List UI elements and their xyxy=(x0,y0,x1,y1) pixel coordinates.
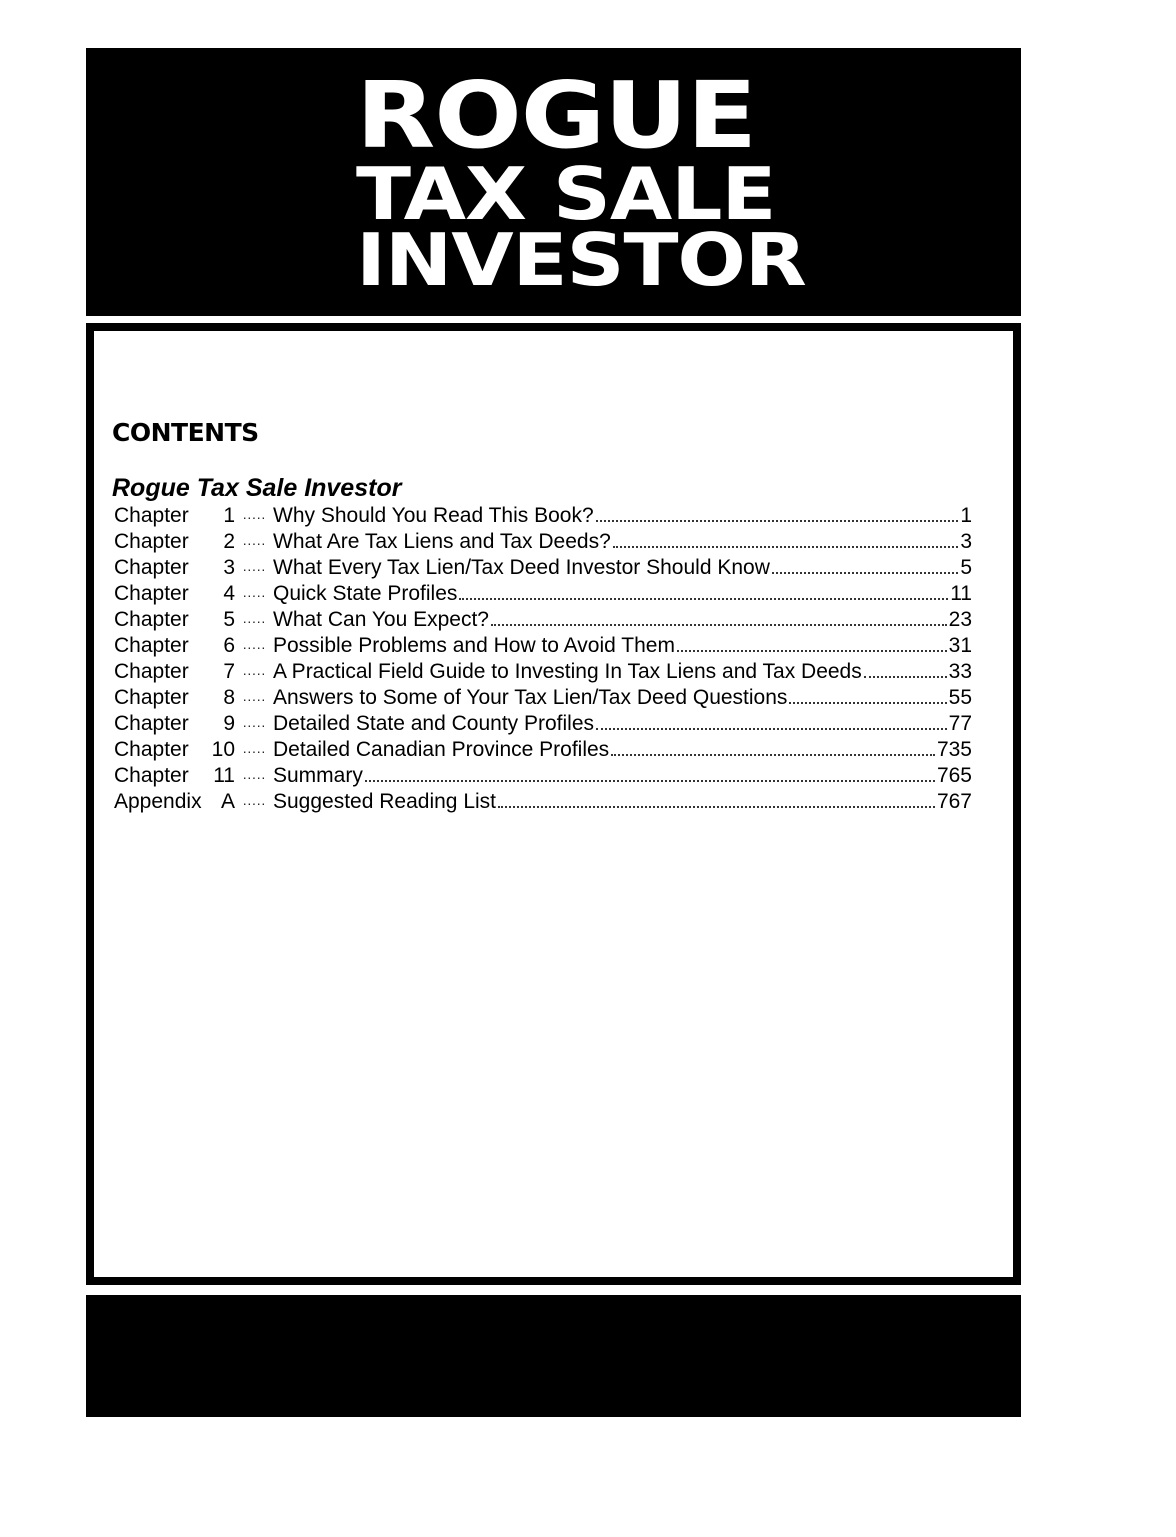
toc-entry-page: 765 xyxy=(936,764,972,787)
toc-entry-number: 10 xyxy=(211,738,235,761)
toc-entry-title: What Can You Expect? xyxy=(273,608,489,631)
toc-entry-label-word: Chapter xyxy=(114,764,189,787)
toc-entry-page: 11 xyxy=(950,582,972,605)
toc-leader-dots: ····· xyxy=(242,743,266,759)
toc-entry-page: 5 xyxy=(960,556,972,579)
toc-entry-page: 735 xyxy=(936,738,972,761)
toc-entry xyxy=(114,556,972,582)
toc-entry-number: 3 xyxy=(223,556,235,579)
table-of-contents xyxy=(114,504,972,816)
footer-band xyxy=(86,1295,1021,1417)
toc-dot-leader xyxy=(491,624,947,626)
book-title: Rogue Tax Sale Investor xyxy=(112,474,402,502)
toc-dot-leader xyxy=(596,728,947,730)
toc-entry-label xyxy=(114,738,235,762)
toc-leader-dots: ····· xyxy=(242,535,266,551)
toc-entry-title: What Every Tax Lien/Tax Deed Investor Should Know xyxy=(273,556,770,579)
toc-entry-label xyxy=(114,764,235,788)
toc-entry xyxy=(114,790,972,816)
toc-entry-label xyxy=(114,686,235,710)
toc-leader-dots: ····· xyxy=(242,613,266,629)
toc-dot-leader xyxy=(596,520,959,522)
toc-dot-leader xyxy=(677,650,947,652)
toc-entry-label xyxy=(114,556,235,580)
toc-entry-label-word: Chapter xyxy=(114,608,189,631)
toc-leader-dots: ····· xyxy=(242,717,266,733)
toc-entry xyxy=(114,530,972,556)
toc-dot-leader xyxy=(365,780,935,782)
toc-leader-dots: ····· xyxy=(242,769,266,785)
toc-entry-number: 4 xyxy=(223,582,235,605)
toc-dot-leader xyxy=(498,806,935,808)
toc-entry xyxy=(114,582,972,608)
toc-dot-leader xyxy=(613,546,959,548)
toc-entry-label xyxy=(114,790,235,814)
toc-entry-label xyxy=(114,712,235,736)
toc-entry-label-word: Chapter xyxy=(114,686,189,709)
toc-entry-label-word: Appendix xyxy=(114,790,202,813)
toc-entry xyxy=(114,738,972,764)
toc-entry xyxy=(114,764,972,790)
toc-entry xyxy=(114,660,972,686)
toc-entry-page: 55 xyxy=(948,686,972,709)
toc-entry xyxy=(114,712,972,738)
cover-title-line-3: INVESTOR xyxy=(356,218,806,302)
toc-entry-number: 2 xyxy=(223,530,235,553)
toc-entry-label-word: Chapter xyxy=(114,660,189,683)
toc-entry-label-word: Chapter xyxy=(114,582,189,605)
toc-dot-leader xyxy=(864,676,947,678)
toc-entry-page: 31 xyxy=(948,634,972,657)
toc-dot-leader xyxy=(772,572,958,574)
contents-heading: CONTENTS xyxy=(112,418,259,447)
toc-entry-page: 3 xyxy=(960,530,972,553)
toc-entry-label xyxy=(114,582,235,606)
toc-entry-number: 8 xyxy=(223,686,235,709)
toc-entry-page: 1 xyxy=(960,504,972,527)
toc-entry-title: Detailed Canadian Province Profiles xyxy=(273,738,610,761)
toc-entry-title: Why Should You Read This Book? xyxy=(273,504,594,527)
toc-entry-label xyxy=(114,608,235,632)
toc-leader-dots: ····· xyxy=(242,639,266,655)
toc-leader-dots: ····· xyxy=(242,509,266,525)
toc-entry-title: Quick State Profiles xyxy=(273,582,458,605)
toc-entry-page: 77 xyxy=(948,712,972,735)
toc-entry-number: 9 xyxy=(223,712,235,735)
toc-entry-label xyxy=(114,530,235,554)
toc-entry-number: 11 xyxy=(213,764,235,787)
toc-entry-label-word: Chapter xyxy=(114,530,189,553)
toc-entry-number: 5 xyxy=(223,608,235,631)
toc-entry-label xyxy=(114,634,235,658)
cover-title-band xyxy=(86,48,1021,316)
toc-leader-dots: ····· xyxy=(242,691,266,707)
toc-leader-dots: ····· xyxy=(242,561,266,577)
toc-entry xyxy=(114,634,972,660)
toc-entry-title: Suggested Reading List xyxy=(273,790,496,813)
toc-entry-title: Possible Problems and How to Avoid Them xyxy=(273,634,675,657)
toc-entry-page: 767 xyxy=(936,790,972,813)
toc-entry-title: Detailed State and County Profiles xyxy=(273,712,595,735)
cover-title-line-2: TAX SALE xyxy=(356,152,776,236)
toc-entry xyxy=(114,686,972,712)
toc-dot-leader xyxy=(459,598,948,600)
toc-entry-label xyxy=(114,660,235,684)
cover-title-line-1: ROGUE xyxy=(356,62,756,169)
toc-entry-label-word: Chapter xyxy=(114,712,189,735)
toc-entry-label-word: Chapter xyxy=(114,738,189,761)
toc-entry xyxy=(114,608,972,634)
toc-entry-number: A xyxy=(220,790,235,813)
toc-leader-dots: ····· xyxy=(242,795,266,811)
toc-entry-label xyxy=(114,504,235,528)
toc-entry-title: Summary xyxy=(273,764,363,787)
toc-entry-label-word: Chapter xyxy=(114,556,189,579)
toc-entry-number: 6 xyxy=(223,634,235,657)
toc-entry-title: What Are Tax Liens and Tax Deeds? xyxy=(273,530,611,553)
toc-entry-number: 7 xyxy=(223,660,235,683)
toc-entry-title: A Practical Field Guide to Investing In Tax Liens and Tax Deeds xyxy=(273,660,862,683)
toc-dot-leader xyxy=(611,754,935,756)
toc-entry-number: 1 xyxy=(223,504,235,527)
toc-entry-page: 33 xyxy=(948,660,972,683)
toc-entry xyxy=(114,504,972,530)
toc-dot-leader xyxy=(789,702,946,704)
cover-title xyxy=(356,62,806,302)
toc-entry-page: 23 xyxy=(948,608,972,631)
toc-entry-title: Answers to Some of Your Tax Lien/Tax Deed Questions xyxy=(273,686,788,709)
toc-entry-label-word: Chapter xyxy=(114,634,189,657)
toc-leader-dots: ····· xyxy=(242,665,266,681)
toc-leader-dots: ····· xyxy=(242,587,266,603)
toc-entry-label-word: Chapter xyxy=(114,504,189,527)
